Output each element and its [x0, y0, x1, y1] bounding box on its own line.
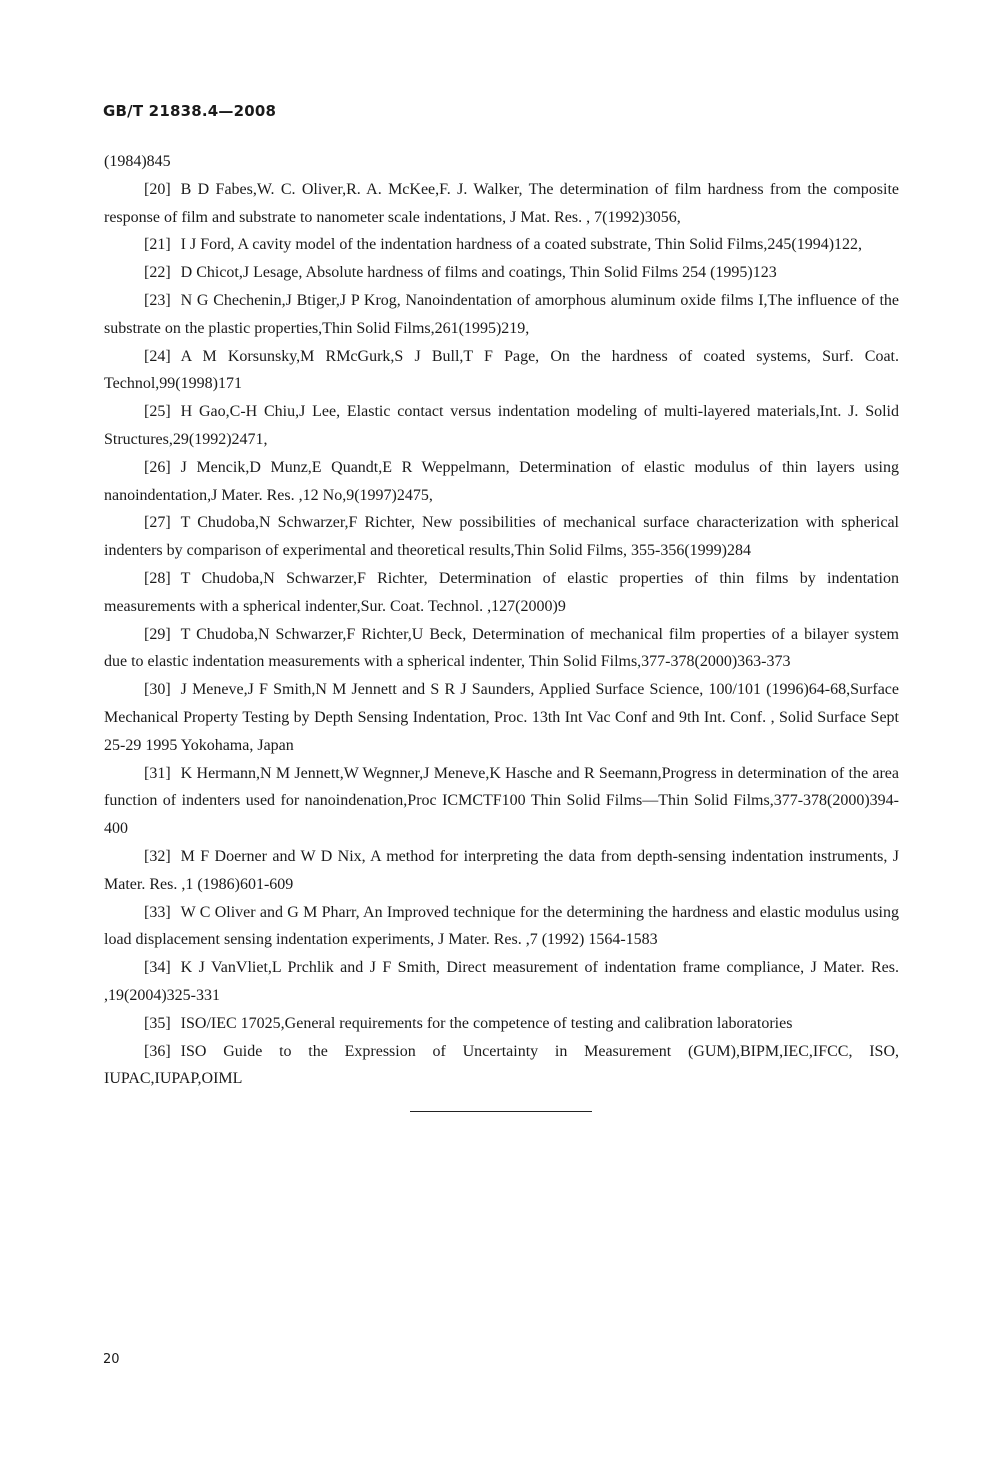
- reference-text: I J Ford, A cavity model of the indentation hardness of a coated substrate, Thin Solid Films,245(1994)122,: [180, 236, 863, 254]
- continuation-line: (1984)845: [104, 153, 171, 170]
- reference-item: [104, 621, 899, 677]
- reference-number: [24]: [144, 347, 171, 365]
- reference-items: [104, 176, 899, 1093]
- reference-number: [32]: [144, 847, 171, 865]
- page-number: 20: [103, 1352, 120, 1367]
- reference-item: [104, 565, 899, 621]
- reference-number: [20]: [144, 180, 171, 198]
- reference-item: [104, 509, 899, 565]
- reference-item: [104, 760, 899, 843]
- reference-text: W C Oliver and G M Pharr, An Improved technique for the determining the hardness and elastic modulus using load displacement sensing indentation experiments, J Mater. Res. ,7 (1992) 1564-1583: [104, 903, 899, 949]
- reference-text: K J VanVliet,L Prchlik and J F Smith, Direct measurement of indentation frame compliance, J Mater. Res. ,19(2004)325-331: [104, 959, 899, 1004]
- reference-text: J Mencik,D Munz,E Quandt,E R Weppelmann, Determination of elastic modulus of thin layers using nanoindentation,J Mater. Res. ,12 No,9(1997)2475,: [104, 458, 899, 504]
- reference-text: T Chudoba,N Schwarzer,F Richter, Determination of elastic properties of thin films by indentation measurements with a spherical indenter,Sur. Coat. Technol. ,127(2000)9: [104, 569, 899, 615]
- reference-number: [21]: [144, 236, 171, 254]
- reference-item: [104, 259, 899, 287]
- reference-number: [29]: [144, 625, 171, 643]
- reference-number: [36]: [144, 1042, 171, 1060]
- reference-number: [28]: [144, 569, 171, 587]
- reference-text: K Hermann,N M Jennett,W Wegnner,J Meneve,K Hasche and R Seemann,Progress in determination of the area function of indenters used for nanoindenation,Proc ICMCTF100 Thin Solid Films—Thin Solid Films,377-378(2000)394-400: [104, 764, 899, 838]
- reference-item: [104, 287, 899, 343]
- reference-text: T Chudoba,N Schwarzer,F Richter,U Beck, Determination of mechanical film properties of a bilayer system due to elastic indentation measurements with a spherical indenter, Thin Solid Films,377-378(2000)363-373: [104, 625, 899, 671]
- reference-item: [104, 899, 899, 955]
- reference-item: [104, 454, 899, 510]
- reference-number: [26]: [144, 458, 171, 476]
- reference-number: [22]: [144, 264, 171, 282]
- reference-item: [104, 676, 899, 759]
- reference-item: [104, 398, 899, 454]
- reference-item: [104, 231, 899, 259]
- reference-number: [25]: [144, 403, 171, 421]
- reference-number: [30]: [144, 681, 171, 699]
- standard-header: GB/T 21838.4—2008: [103, 102, 277, 120]
- reference-number: [31]: [144, 764, 171, 782]
- reference-item: [104, 343, 899, 399]
- reference-number: [23]: [144, 291, 171, 309]
- reference-number: [35]: [144, 1014, 171, 1032]
- reference-number: [27]: [144, 514, 171, 532]
- reference-text: M F Doerner and W D Nix, A method for interpreting the data from depth-sensing indentation instruments, J Mater. Res. ,1 (1986)601-609: [104, 847, 899, 893]
- reference-text: D Chicot,J Lesage, Absolute hardness of films and coatings, Thin Solid Films 254 (1995)123: [180, 264, 777, 282]
- reference-item: [104, 176, 899, 232]
- reference-text: T Chudoba,N Schwarzer,F Richter, New possibilities of mechanical surface characterization with spherical indenters by comparison of experimental and theoretical results,Thin Solid Films, 355-356(1999)284: [104, 514, 899, 560]
- reference-item: [104, 843, 899, 899]
- reference-item: [104, 1038, 899, 1094]
- reference-text: J Meneve,J F Smith,N M Jennett and S R J Saunders, Applied Surface Science, 100/101 (1996)64-68,Surface Mechanical Property Testing by Depth Sensing Indentation, Proc. 13th Int Vac Conf and 9th Int. Conf. , Solid Surface Sept 25-29 1995 Yokohama, Japan: [104, 681, 899, 754]
- end-rule: [410, 1111, 592, 1112]
- reference-number: [33]: [144, 903, 171, 921]
- reference-text: ISO/IEC 17025,General requirements for the competence of testing and calibration laboratories: [180, 1014, 793, 1032]
- reference-number: [34]: [144, 959, 171, 977]
- reference-text: ISO Guide to the Expression of Uncertainty in Measurement (GUM),BIPM,IEC,IFCC, ISO, IUPAC,IUPAP,OIML: [104, 1042, 899, 1088]
- reference-text: N G Chechenin,J Btiger,J P Krog, Nanoindentation of amorphous aluminum oxide films I,The influence of the substrate on the plastic properties,Thin Solid Films,261(1995)219,: [104, 291, 899, 337]
- reference-text: A M Korsunsky,M RMcGurk,S J Bull,T F Page, On the hardness of coated systems, Surf. Coat. Technol,99(1998)171: [104, 347, 899, 393]
- reference-list: [104, 148, 899, 1093]
- reference-item: [104, 1010, 899, 1038]
- reference-text: H Gao,C-H Chiu,J Lee, Elastic contact versus indentation modeling of multi-layered materials,Int. J. Solid Structures,29(1992)2471,: [104, 403, 899, 448]
- reference-item: [104, 954, 899, 1010]
- reference-text: B D Fabes,W. C. Oliver,R. A. McKee,F. J. Walker, The determination of film hardness from the composite response of film and substrate to nanometer scale indentations, J Mat. Res. , 7(1992)3056,: [104, 180, 899, 226]
